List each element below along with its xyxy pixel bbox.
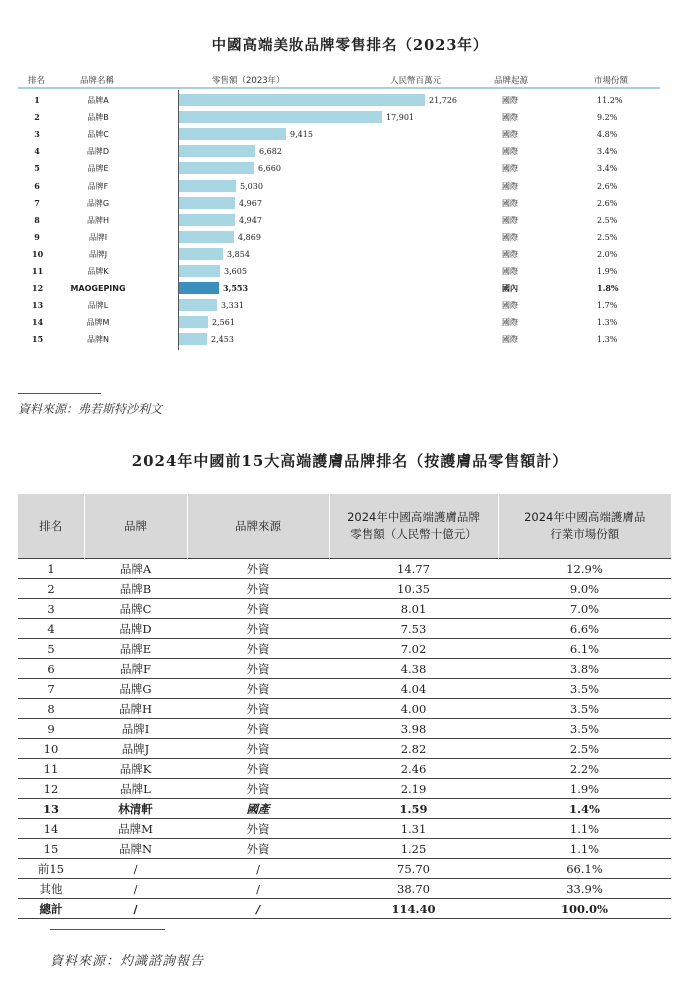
table-cell: /: [187, 859, 329, 879]
bar-value-label: 2,561: [212, 318, 235, 328]
header-cell: 排名: [18, 494, 84, 559]
bar-value-label: 17,901: [386, 113, 414, 123]
table-cell: 其他: [18, 879, 84, 899]
header-brand: 品牌名稱: [80, 76, 115, 86]
chart-row: [0, 212, 700, 229]
table-cell: 6.6%: [498, 619, 671, 639]
row-share: 1.7%: [597, 301, 618, 311]
chart-row: [0, 297, 700, 314]
table-cell: 外資: [187, 759, 329, 779]
header-share: 市場份額: [594, 76, 629, 86]
chart-row: [0, 331, 700, 348]
bar: [179, 128, 286, 140]
bar-value-label: 21,726: [429, 96, 457, 105]
header-cell: 2024年中國高端護膚品牌 零售額（人民幣十億元）: [329, 494, 498, 559]
row-brand: 品牌G: [86, 198, 110, 208]
table-cell: 品牌I: [84, 719, 187, 739]
row-rank: 14: [32, 317, 44, 328]
bar: [179, 180, 236, 192]
row-share: 4.8%: [597, 130, 618, 140]
table-cell: 2.2%: [498, 759, 671, 779]
table-cell: 15: [18, 839, 84, 859]
table-cell: 1.25: [329, 839, 498, 859]
row-brand: 品牌I: [88, 232, 108, 242]
table-cell: 外資: [187, 699, 329, 719]
row-brand: 品牌N: [87, 335, 109, 345]
table-cell: 12.9%: [498, 559, 671, 579]
table-cell: 10.35: [329, 579, 498, 599]
row-rank: 2: [34, 112, 40, 123]
table-row: [18, 819, 671, 839]
table-cell: 外資: [187, 639, 329, 659]
row-origin: 國內: [502, 284, 518, 294]
row-rank: 11: [32, 266, 44, 276]
header-cell: 品牌: [84, 494, 187, 559]
header-cell: 2024年中國高端護膚品 行業市場份額: [498, 494, 671, 559]
row-origin: 國際: [502, 198, 518, 208]
bar: [179, 265, 220, 277]
table-cell: 品牌H: [84, 699, 187, 719]
bar: [179, 231, 234, 243]
bar: [179, 299, 217, 311]
bar: [179, 248, 223, 260]
row-share: 2.5%: [597, 232, 618, 242]
row-rank: 4: [34, 146, 40, 157]
chart-title: 中國高端美妝品牌零售排名（2023年）: [211, 37, 489, 54]
bar: [179, 145, 255, 157]
table-cell: 33.9%: [498, 879, 671, 899]
table-cell: 品牌F: [84, 659, 187, 679]
table-cell: 品牌J: [84, 739, 187, 759]
row-share: 9.2%: [597, 113, 618, 123]
row-share: 2.0%: [597, 249, 618, 259]
table-row: [18, 759, 671, 779]
table-cell: 品牌N: [84, 839, 187, 859]
table-cell: 11: [18, 759, 84, 779]
table-cell: 1.1%: [498, 819, 671, 839]
table-cell: 9: [18, 719, 84, 739]
bar: [179, 214, 235, 226]
table-row: [18, 799, 671, 819]
row-origin: 國際: [502, 215, 518, 225]
row-brand: 品牌C: [87, 130, 109, 140]
chart-row: [0, 109, 700, 126]
chart-source: 資料來源：弗若斯特沙利文: [18, 402, 163, 416]
chart-row: [0, 143, 700, 160]
table-row: [18, 579, 671, 599]
bar-value-label: 3,331: [221, 301, 244, 311]
table-cell: 14.77: [329, 559, 498, 579]
table-cell: 3.5%: [498, 719, 671, 739]
table-cell: /: [84, 879, 187, 899]
header-origin: 品牌起源: [494, 76, 529, 86]
table-cell: 品牌C: [84, 599, 187, 619]
source-divider: [50, 929, 165, 930]
bar-value-label: 2,453: [211, 335, 234, 345]
bar: [179, 111, 382, 123]
chart-axis: [178, 90, 179, 350]
table-row: [18, 599, 671, 619]
row-rank: 12: [32, 283, 44, 294]
chart-row: [0, 178, 700, 195]
table-cell: 3.5%: [498, 679, 671, 699]
table-row: [18, 839, 671, 859]
table-row: [18, 879, 671, 899]
table-cell: 75.70: [329, 859, 498, 879]
table-row: [18, 779, 671, 799]
table-row: [18, 739, 671, 759]
table-title: 2024年中國前15大高端護膚品牌排名（按護膚品零售額計）: [131, 452, 569, 470]
table-cell: 外資: [187, 719, 329, 739]
table-cell: 林清軒: [84, 799, 187, 819]
row-brand: 品牌L: [87, 301, 109, 311]
chart-row: [0, 314, 700, 331]
row-brand: 品牌B: [87, 113, 109, 123]
row-brand: 品牌E: [87, 164, 109, 174]
table-cell: 前15: [18, 859, 84, 879]
row-share: 11.2%: [597, 96, 623, 105]
row-rank: 8: [34, 214, 40, 225]
table-cell: 4: [18, 619, 84, 639]
row-share: 2.6%: [597, 198, 618, 208]
row-rank: 7: [34, 197, 40, 208]
table-cell: 38.70: [329, 879, 498, 899]
table-row: [18, 859, 671, 879]
table-row: [18, 619, 671, 639]
table-header-row: [18, 494, 671, 559]
table-cell: 外資: [187, 599, 329, 619]
header-cell: 品牌來源: [187, 494, 329, 559]
row-share: 1.3%: [597, 335, 618, 345]
table-cell: 總計: [18, 899, 84, 919]
table-cell: 3.8%: [498, 659, 671, 679]
bar-value-label: 3,605: [224, 267, 247, 276]
row-origin: 國際: [502, 147, 518, 157]
bar-value-label: 4,947: [239, 215, 262, 225]
table-cell: 7.02: [329, 639, 498, 659]
table-cell: 2.19: [329, 779, 498, 799]
table-cell: 2.82: [329, 739, 498, 759]
row-share: 2.6%: [597, 181, 618, 191]
chart-row: [0, 280, 700, 297]
bar: [179, 197, 235, 209]
table-cell: 外資: [187, 579, 329, 599]
table-cell: 外資: [187, 839, 329, 859]
table-cell: 品牌G: [84, 679, 187, 699]
source-divider: [18, 393, 101, 394]
row-rank: 5: [34, 163, 40, 174]
table-cell: 品牌A: [84, 559, 187, 579]
table-source: 資料來源：灼識諮詢報告: [50, 954, 205, 969]
row-rank: 13: [32, 300, 44, 311]
header-divider: [18, 87, 660, 89]
table-cell: 品牌M: [84, 819, 187, 839]
table-cell: 2.46: [329, 759, 498, 779]
bar-value-label: 6,682: [259, 147, 282, 157]
row-brand: 品牌A: [87, 96, 109, 105]
table-cell: 品牌E: [84, 639, 187, 659]
row-rank: 9: [34, 231, 40, 242]
bar-value-label: 4,967: [239, 198, 262, 208]
row-share: 2.5%: [597, 215, 618, 225]
row-brand: 品牌K: [87, 267, 109, 276]
row-origin: 國際: [502, 181, 518, 191]
table-row: [18, 659, 671, 679]
row-origin: 國際: [502, 232, 518, 242]
bar-value-label: 4,869: [238, 232, 261, 242]
table-cell: 1: [18, 559, 84, 579]
row-share: 3.4%: [597, 147, 618, 157]
header-rank: 排名: [28, 76, 46, 86]
table-cell: 3.98: [329, 719, 498, 739]
table-cell: 品牌L: [84, 779, 187, 799]
bar: [179, 162, 254, 174]
table-cell: 3: [18, 599, 84, 619]
table-cell: 8.01: [329, 599, 498, 619]
table-cell: 外資: [187, 619, 329, 639]
table-cell: 66.1%: [498, 859, 671, 879]
row-origin: 國際: [502, 335, 518, 345]
table-cell: 4.38: [329, 659, 498, 679]
ranking-table: [18, 494, 671, 919]
chart-row: [0, 92, 700, 109]
table-row: [18, 559, 671, 579]
table-cell: 國產: [187, 799, 329, 819]
table-cell: 4.00: [329, 699, 498, 719]
row-brand: 品牌J: [88, 249, 108, 259]
table-cell: 10: [18, 739, 84, 759]
row-share: 1.3%: [597, 318, 618, 328]
table-cell: 13: [18, 799, 84, 819]
bar-value-label: 3,553: [223, 283, 249, 294]
table-cell: 外資: [187, 559, 329, 579]
table-cell: /: [187, 899, 329, 919]
table-cell: 外資: [187, 659, 329, 679]
table-cell: 1.9%: [498, 779, 671, 799]
table-cell: 2: [18, 579, 84, 599]
row-origin: 國際: [502, 113, 518, 123]
table-cell: 外資: [187, 779, 329, 799]
bar: [179, 333, 207, 345]
row-origin: 國際: [502, 249, 518, 259]
bar: [179, 94, 425, 106]
row-brand: 品牌H: [86, 215, 109, 225]
table-cell: 8: [18, 699, 84, 719]
table-cell: 品牌B: [84, 579, 187, 599]
table-cell: 114.40: [329, 899, 498, 919]
table-row: [18, 679, 671, 699]
row-share: 1.8%: [597, 283, 619, 294]
row-rank: 3: [34, 129, 40, 140]
table-cell: 1.4%: [498, 799, 671, 819]
table-cell: 外資: [187, 819, 329, 839]
bar: [179, 316, 208, 328]
row-rank: 15: [32, 334, 44, 345]
bar-value-label: 5,030: [240, 181, 263, 191]
table-cell: 1.31: [329, 819, 498, 839]
row-origin: 國際: [502, 301, 518, 311]
table-cell: /: [84, 859, 187, 879]
table-cell: 1.59: [329, 799, 498, 819]
row-brand: 品牌M: [86, 318, 110, 328]
table-row: [18, 899, 671, 919]
table-cell: 7.0%: [498, 599, 671, 619]
bar-value-label: 9,415: [290, 130, 313, 140]
table-cell: /: [84, 899, 187, 919]
table-cell: 6: [18, 659, 84, 679]
bar: [179, 282, 219, 294]
row-rank: 1: [34, 95, 40, 105]
table-row: [18, 699, 671, 719]
table-row: [18, 719, 671, 739]
table-cell: 12: [18, 779, 84, 799]
table-cell: 100.0%: [498, 899, 671, 919]
table-cell: 3.5%: [498, 699, 671, 719]
header-sales: 零售額（2023年）: [212, 76, 285, 86]
table-cell: 7: [18, 679, 84, 699]
chart-row: [0, 195, 700, 212]
row-share: 1.9%: [597, 267, 618, 276]
table-cell: 品牌K: [84, 759, 187, 779]
row-brand: 品牌D: [86, 147, 110, 157]
row-rank: 10: [32, 248, 44, 259]
row-origin: 國際: [502, 130, 518, 140]
table-cell: 4.04: [329, 679, 498, 699]
row-origin: 國際: [502, 164, 518, 174]
row-brand: MAOGEPING: [70, 284, 126, 294]
table-cell: 外資: [187, 679, 329, 699]
table-cell: 7.53: [329, 619, 498, 639]
row-rank: 6: [34, 180, 40, 191]
table-cell: 14: [18, 819, 84, 839]
row-origin: 國際: [502, 267, 518, 276]
chart-row: [0, 263, 700, 280]
row-share: 3.4%: [597, 164, 618, 174]
table-cell: 品牌D: [84, 619, 187, 639]
chart-row: [0, 126, 700, 143]
row-brand: 品牌F: [87, 181, 109, 191]
table-cell: 5: [18, 639, 84, 659]
table-row: [18, 639, 671, 659]
header-unit: 人民幣百萬元: [390, 76, 442, 86]
chart-row: [0, 160, 700, 177]
table-cell: 9.0%: [498, 579, 671, 599]
table-cell: 外資: [187, 739, 329, 759]
chart-row: [0, 246, 700, 263]
row-origin: 國際: [502, 318, 518, 328]
bar-value-label: 6,660: [258, 164, 281, 174]
table-cell: 2.5%: [498, 739, 671, 759]
table-cell: /: [187, 879, 329, 899]
row-origin: 國際: [502, 96, 518, 105]
table-cell: 1.1%: [498, 839, 671, 859]
table-cell: 6.1%: [498, 639, 671, 659]
bar-value-label: 3,854: [227, 249, 250, 259]
chart-row: [0, 229, 700, 246]
